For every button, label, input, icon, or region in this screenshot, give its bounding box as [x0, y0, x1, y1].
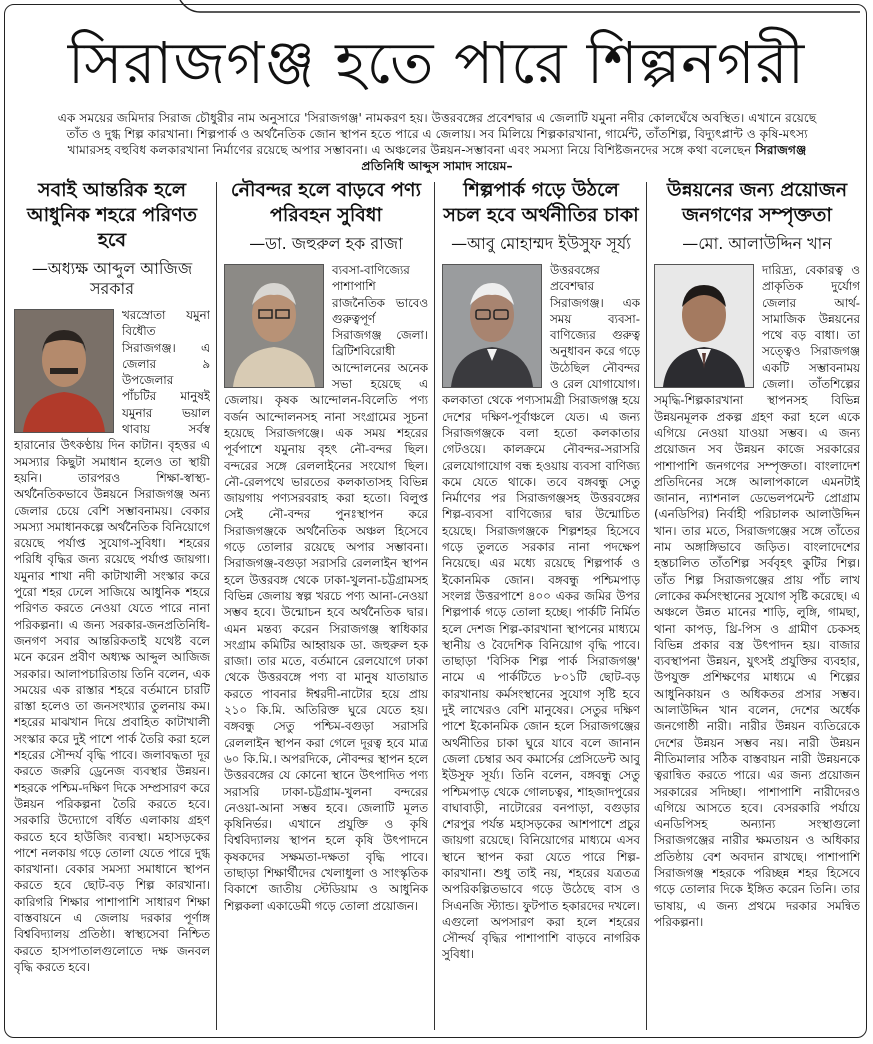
column-body: খরস্রোতা যমুনা বিধৌত সিরাজগঞ্জ। এ জেলার ৯ উপজেলার পাঁচটির মানুষই যমুনার ভয়াল থাবায় সর্বস্ব হারানোর উৎকণ্ঠায় দিন কাটান। বৃহত্তর এ সমস্যার কিছুটা সমাধান হলেও তা স্থায়ী হয়নি। তারপরও শিক্ষা-স্বাস্থ্য-অর্থনৈতিকভাবে উন্নয়নে সিরাজগঞ্জ অন্য জেলার চেয়ে বেশি সম্ভাবনাময়। বেকার সমস্যা সমাধানকল্পে অর্থনৈতিক বিনিয়োগে রয়েছে পর্যাপ্ত সুযোগ-সুবিধা। শহরের পরিধি বৃদ্ধির জন্য রয়েছে পর্যাপ্ত জায়গা। যমুনার শাখা নদী কাটাখালী সংস্কার করে পুরো শহর ঢেলে সাজিয়ে আধুনিক শহরে পরিণত করতে নেওয়া যেতে পারে নানা পরিকল্পনা। এ জন্য সরকার-জনপ্রতিনিধি-জনগণ সবার আন্তরিকতাই যথেষ্ট বলে মনে করেন প্রবীণ অধ্যক্ষ আব্দুল আজিজ সরকার। আলাপচারিতায় তিনি বলেন, এক সময়ের এক রাস্তার শহরে বর্তমানে চারটি রাস্তা হলেও তা জনসংখ্যার তুলনায় কম। শহরের মাঝখান দিয়ে প্রবাহিত কাটাখালী সংস্কার করে দুই পাশে পার্ক তৈরি করা হলে শহরের সৌন্দর্য বৃদ্ধি পাবে। জলাবদ্ধতা দূর করতে জরুরি ড্রেনেজ ব্যবস্থার উন্নয়ন। শহরকে পশ্চিম-দক্ষিণ দিকে সম্প্রসারণ করে উন্নয়ন পরিকল্পনা তৈরি করতে হবে। সরকারি উদ্যোগে বর্ধিত এলাকায় গ্রহণ করতে হবে হাউজিং ব্যবস্থা। মহাসড়কের পাশে নলকায় গড়ে তোলা যেতে পারে দুগ্ধ কারখানা। বেকার সমস্যা সমাধানে স্থাপন করতে হবে ছোট-বড় শিল্প কারখানা। কারিগরি শিক্ষার পাশাপাশি সাধারণ শিক্ষা বাস্তবায়নে এ জেলায় দরকার পূর্ণাঙ্গ বিশ্ববিদ্যালয় প্রতিষ্ঠা। স্বাস্থ্যসেবা নিশ্চিত করতে হাসপাতালগুলোতে দক্ষ জনবল বৃদ্ধি করতে হবে।	[14, 308, 210, 974]
column-heading: সবাই আন্তরিক হলে আধুনিক শহরে পরিণত হবে	[27, 179, 197, 251]
column-2	[224, 178, 428, 1030]
column-divider	[434, 182, 435, 1030]
intro-credit: সিরাজগঞ্জ প্রতিনিধি আব্দুস সামাদ সায়েম–	[361, 143, 807, 173]
person-portrait-icon	[14, 309, 114, 433]
column-divider	[646, 182, 647, 1030]
column-byline: —অধ্যক্ষ আব্দুল আজিজ সরকার	[31, 259, 193, 298]
intro-paragraph	[56, 110, 818, 174]
column-heading: নৌবন্দর হলে বাড়বে পণ্য পরিবহন সুবিধা	[230, 179, 422, 226]
column-heading: শিল্পপার্ক গড়ে উঠলে সচল হবে অর্থনীতির চাকা	[443, 179, 639, 226]
column-byline: —আবু মোহাম্মদ ইউসুফ সূর্য্য	[451, 234, 631, 253]
column-body: উত্তরবঙ্গের প্রবেশদ্বার সিরাজগঞ্জ। এক সময় ব্যবসা-বাণিজ্যের গুরুত্ব অনুধাবন করে গড়ে উঠেছিল নৌবন্দর ও রেল যোগাযোগ। কলকাতা থেকে পণ্যসামগ্রী সিরাজগঞ্জ হয়ে দেশের দক্ষিণ-পূর্বাঞ্চলে যেত। এ জন্য সিরাজগঞ্জকে বলা হতো কলকাতার গেটওয়ে। কালক্রমে নৌবন্দর-সরাসরি রেলযোগাযোগ বন্ধ হওয়ায় ব্যবসা বাণিজ্য কমে যেতে থাকে। তবে বঙ্গবন্ধু সেতু নির্মাণের পর সিরাজগঞ্জসহ উত্তরবঙ্গের শিল্প-ব্যবসা বাণিজ্যের দ্বার উন্মোচিত হয়েছে। সিরাজগঞ্জকে শিল্পশহর হিসেবে গড়ে তুলতে সরকার নানা পদক্ষেপ নিয়েছে। এর মধ্যে রয়েছে শিল্পপার্ক ও ইকোনমিক জোন। বঙ্গবন্ধু পশ্চিমপাড় সংলগ্ন উত্তরপাশে ৪০০ একর জমির উপর শিল্পপার্ক গড়ে তোলা হচ্ছে। পার্কটি নির্মিত হলে দেশজ শিল্প-কারখানা স্থাপনের মাধ্যমে স্থানীয় ও বৈদেশিক বিনিয়োগ বৃদ্ধি পাবে। তাছাড়া 'বিসিক শিল্প পার্ক সিরাজগঞ্জ' নামে এ পার্কটিতে ৮০১টি ছোট-বড় কারখানায় কর্মসংস্থানের সুযোগ সৃষ্টি হবে দুই লাখেরও বেশি মানুষের। সেতুর দক্ষিণ পাশে ইকোনমিক জোন হলে সিরাজগঞ্জের অর্থনীতির চাকা ঘুরে যাবে বলে জানান জেলা চেম্বার অব কমার্সের প্রেসিডেন্ট আবু ইউসুফ সূর্য্য। তিনি বলেন, বঙ্গবন্ধু সেতু পশ্চিমপাড় থেকে গোলচত্বর, শাহজাদপুরের বাঘাবাড়ী, নাটোরের বনপাড়া, বগুড়ার শেরপুর পর্যন্ত মহাসড়কের আশপাশে প্রচুর জায়গা রয়েছে। বিনিয়োগের মাধ্যমে এসব স্থানে স্থাপন করা যেতে পারে শিল্প-কারখানা। শুধু তাই নয়, শহরের যত্রতত্র অপরিকল্পিতভাবে গড়ে উঠেছে বাস ও সিএনজি স্ট্যান্ড। ফুটপাত হকারদের দখলে। এগুলো অপসারণ করা হলে শহরের সৌন্দর্য বৃদ্ধির পাশাপাশি বাড়বে নাগরিক সুবিধা।	[442, 263, 640, 962]
column-body: ব্যবসা-বাণিজ্যের পাশাপাশি রাজনৈতিক ভাবেও গুরুত্বপূর্ণ সিরাজগঞ্জ জেলা। ব্রিটিশবিরোধী আন্দোলনের অনেক সভা হয়েছে এ জেলায়। কৃষক আন্দোলন-বিলেতি পণ্য বর্জন আন্দোলনসহ নানা সংগ্রামের সূচনা হয়েছে সিরাজগঞ্জে। এক সময় শহরের পূর্বপাশে যমুনায় বৃহৎ নৌ-বন্দর ছিল। বন্দরের সঙ্গে রেললাইনের সংযোগ ছিল। নৌ-রেলপথে ভারতের কলকাতাসহ বিভিন্ন জায়গায় পণ্যসরবরাহ করা হতো। বিলুপ্ত সেই নৌ-বন্দর পুনঃস্থাপন করে সিরাজগঞ্জকে অর্থনৈতিক অঞ্চল হিসেবে গড়ে তোলার রয়েছে অপার সম্ভাবনা। সিরাজগঞ্জ-বগুড়া সরাসরি রেললাইন স্থাপন হলে উত্তরবঙ্গ থেকে ঢাকা-খুলনা-চট্টগ্রামসহ বিভিন্ন জেলায় স্বল্প খরচে পণ্য আনা-নেওয়া সম্ভব হবে। উন্মোচন হবে অর্থনৈতিক দ্বার। এমন মন্তব্য করেন সিরাজগঞ্জ স্বাধিকার সংগ্রাম কমিটির আহ্বায়ক ডা. জহুরুল হক রাজা। তার মতে, বর্তমানে রেলযোগে ঢাকা থেকে উত্তরবঙ্গে পণ্য বা মানুষ যাতায়াত করতে পাবনার ঈশ্বরদী-নাটোর হয়ে প্রায় ২১০ কি.মি. অতিরিক্ত ঘুরে যেতে হয়। বঙ্গবন্ধু সেতু পশ্চিম-বগুড়া সরাসরি রেললাইন স্থাপন করা গেলে দূরত্ব হবে মাত্র ৬০ কি.মি.। অপরদিকে, নৌবন্দর স্থাপন হলে উত্তরবঙ্গের যে কোনো স্থানে উৎপাদিত পণ্য সরাসরি ঢাকা-চট্টগ্রাম-খুলনা বন্দরের নেওয়া-আনা সম্ভব হবে। জেলাটি মূলত কৃষিনির্ভর। এখানে প্রযুক্তি ও কৃষি বিশ্ববিদ্যালয় স্থাপন হলে কৃষি উৎপাদনে কৃষকদের সক্ষমতা-দক্ষতা বৃদ্ধি পাবে। তাছাড়া শিক্ষার্থীদের খেলাধুলা ও সাংস্কৃতিক বিকাশে জাতীয় স্টেডিয়াম ও আধুনিক শিল্পকলা একাডেমী গড়ে তোলা প্রয়োজন।	[224, 263, 428, 913]
column-body: দারিদ্র্য, বেকারত্ব ও প্রাকৃতিক দুর্যোগ জেলার আর্থ-সামাজিক উন্নয়নের পথে বড় বাধা। তা সত্ত্বেও সিরাজগঞ্জ একটি সম্ভাবনাময় জেলা। তাঁতশিল্পের সমৃদ্ধি-শিল্পকারখানা স্থাপনসহ বিভিন্ন উন্নয়নমূলক প্রকল্প গ্রহণ করা হলে একে এগিয়ে নেওয়া যাওয়া সম্ভব। এ জন্য প্রয়োজন সব উন্নয়ন কাজে সরকারের পাশাপাশি জনগণের সম্পৃক্ততা। বাংলাদেশ প্রতিদিনের সঙ্গে আলাপকালে এমনটাই জানান, ন্যাশনাল ডেভেলপমেন্ট প্রোগ্রাম (এনডিপির) নির্বাহী পরিচালক আলাউদ্দিন খান। তার মতে, সিরাজগঞ্জের সঙ্গে তাঁতের নাম অঙ্গাঙ্গিভাবে জড়িত। বাংলাদেশের হস্তচালিত তাঁতশিল্প সর্ববৃহৎ কুটির শিল্প। তাঁত শিল্প সিরাজগঞ্জের প্রায় পাঁচ লাখ লোকের কর্মসংস্থানের সুযোগ সৃষ্টি করেছে। এ অঞ্চলে উন্নত মানের শাড়ি, লুঙ্গি, গামছা, থানা কাপড়, থ্রি-পিস ও গ্রামীণ চেকসহ বিভিন্ন প্রকার বস্ত্র উৎপাদন হয়। বাজার ব্যবস্থাপনা উন্নয়ন, যুৎসই প্রযুক্তির ব্যবহার, উপযুক্ত প্রশিক্ষণের মাধ্যমে এ শিল্পের আধুনিকায়ন ও অধিকতর প্রসার সম্ভব। আলাউদ্দিন খান বলেন, দেশের অর্ধেক জনগোষ্ঠী নারী। নারীর উন্নয়ন ব্যতিরেকে দেশের উন্নয়ন সম্ভব নয়। নারী উন্নয়ন নীতিমালার সঠিক বাস্তবায়ন নারী উন্নয়নকে ত্বরান্বিত করতে পারে। এর জন্য প্রয়োজন সরকারের সদিচ্ছা। পাশাপাশি নারীদেরও এগিয়ে আসতে হবে। বেসরকারি পর্যায়ে এনডিপিসহ অন্যান্য সংস্থাগুলো সিরাজগঞ্জের নারীর ক্ষমতায়ন ও অধিকার প্রতিষ্ঠায় বেশ অবদান রাখছে। পাশাপাশি সিরাজগঞ্জ শহরকে পরিচ্ছন্ন শহর হিসেবে গড়ে তোলার দিকে ইঙ্গিত করেন তিনি। তার ভাষায়, এ জন্য প্রথমে দরকার সমন্বিত পরিকল্পনা।	[654, 263, 860, 929]
column-heading: উন্নয়নের জন্য প্রয়োজন জনগণের সম্পৃক্ততা	[666, 179, 848, 226]
column-1	[14, 178, 210, 1030]
person-portrait-icon	[224, 264, 324, 388]
column-3	[442, 178, 640, 1030]
intro-text: এক সময়ের জমিদার সিরাজ চৌধুরীর নাম অনুসারে 'সিরাজগঞ্জ' নামকরণ হয়। উত্তরবঙ্গের প্রবেশদ্বার এ জেলাটি যমুনা নদীর কোলঘেঁষে অবস্থিত। এখানে রয়েছে তাঁত ও দুগ্ধ শিল্প কারখানা। শিল্পপার্ক ও অর্থনৈতিক জোন স্থাপন হতে পারে এ জেলায়। সব মিলিয়ে শিল্পকারখানা, গার্মেন্ট, তাঁতশিল্প, বিদ্যুৎপ্লান্ট ও কৃষি-মৎস্য খামারসহ বহুবিধ কলকারখানা নির্মাণের রয়েছে অপার সম্ভাবনা। এ অঞ্চলের উন্নয়ন-সম্ভাবনা এবং সমস্যা নিয়ে বিশিষ্টজনদের সঙ্গে কথা বলেছেন	[57, 111, 817, 157]
headline: সিরাজগঞ্জ হতে পারে শিল্পনগরী	[67, 29, 806, 97]
person-portrait-icon	[654, 264, 754, 388]
column-byline: —ডা. জহুরুল হক রাজা	[249, 234, 403, 253]
column-byline: —মো. আলাউদ্দিন খান	[682, 234, 832, 253]
column-divider	[216, 182, 217, 1030]
column-4	[654, 178, 860, 1030]
person-portrait-icon	[442, 264, 542, 388]
